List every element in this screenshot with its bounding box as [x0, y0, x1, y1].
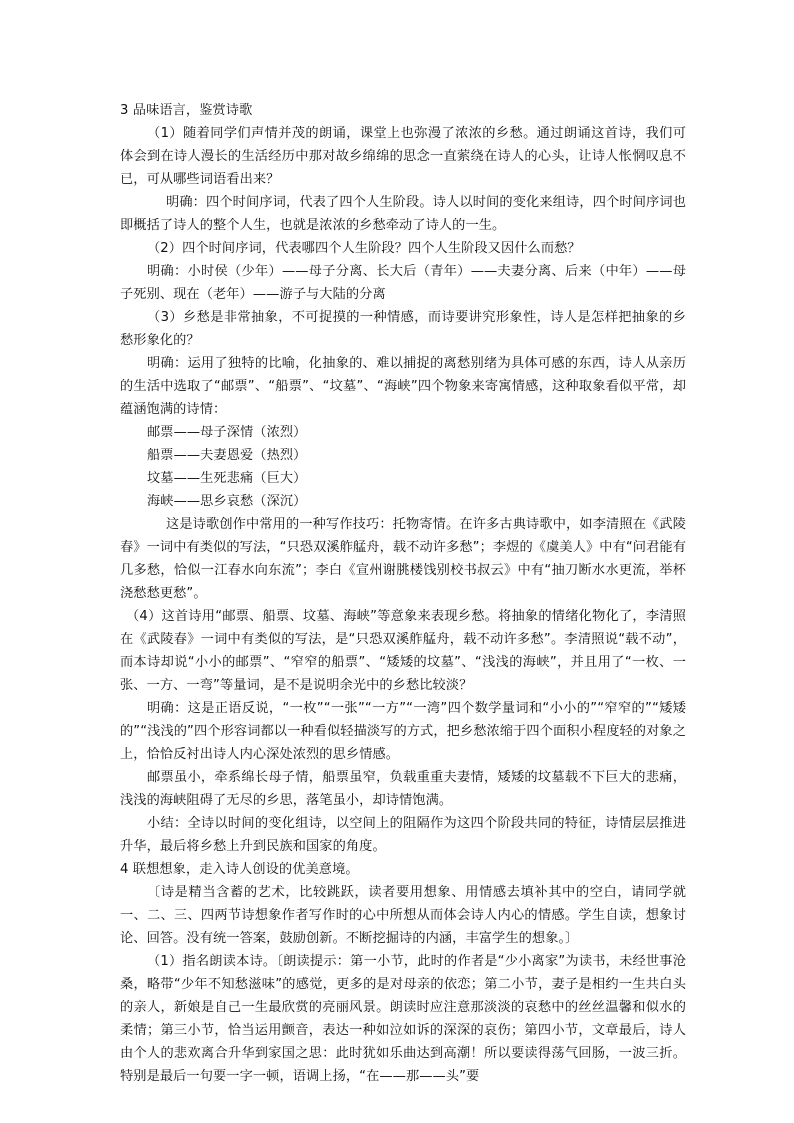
- list-item: 海峡——思乡哀愁（深沉）: [147, 494, 307, 509]
- paragraph: 明确：小时侯（少年）——母子分离、长大后（青年）——夫妻分离、后来（中年）——母子死别、现在（老年）——游子与大陆的分离: [120, 264, 686, 302]
- paragraph: 〔诗是精当含蓄的艺术，比较跳跃，读者要用想象、用情感去填补其中的空白，请同学就一、二、三、四两节诗想象作者写作时的心中所想从而体会诗人内心的情感。学生自读，想象讨论、回答。没有统一答案，鼓励创新。不断挖掘诗的内涵，丰富学生的想象。〕: [120, 885, 686, 946]
- paragraph: （4）这首诗用“邮票、船票、坟墓、海峡”等意象来表现乡愁。将抽象的情绪化物化了，李清照在《武陵春》一词中有类似的写法，是“只恐双溪舴艋舟，载不动许多愁”。李清照说“载不动”，而本诗却说“小小的邮票”、“窄窄的船票”、“矮矮的坟墓”、“浅浅的海峡”，并且用了“一枚、一张、一方、一弯”等量词，是不是说明余光中的乡愁比较淡？: [120, 609, 686, 693]
- document-body: [120, 99, 686, 1088]
- paragraph: 明确：这是正语反说，“一枚”“一张”“一方”“一湾”四个数学量词和“小小的”“窄窄的”“矮矮的”“浅浅的”四个形容词都以一种看似轻描淡写的方式，把乡愁浓缩于四个面积小程度轻的对象之上，恰恰反衬出诗人内心深处浓烈的思乡情感。: [120, 701, 686, 762]
- paragraph: 明确：运用了独特的比喻，化抽象的、难以捕捉的离愁别绪为具体可感的东西，诗人从亲历的生活中选取了“邮票”、“船票”、“坟墓”、“海峡”四个物象来寄寓情感，这种取象看似平常，却蕴涵饱满的诗情：: [120, 356, 686, 417]
- paragraph: 小结：全诗以时间的变化组诗，以空间上的阻隔作为这四个阶段共同的特征，诗情层层推进升华，最后将乡愁上升到民族和国家的角度。: [120, 816, 686, 854]
- list-item: 邮票——母子深情（浓烈）: [147, 425, 307, 440]
- paragraph: （2）四个时间序词，代表哪四个人生阶段？四个人生阶段又因什么而愁？: [147, 241, 581, 256]
- section-heading: 3 品味语言，鉴赏诗歌: [120, 103, 253, 118]
- paragraph: 这是诗歌创作中常用的一种写作技巧：托物寄情。在许多古典诗歌中，如李清照在《武陵春》一词中有类似的写法，“只恐双溪舴艋舟，载不动许多愁”；李煜的《虞美人》中有“问君能有几多愁，恰似一江春水向东流”；李白《宣州谢朓楼饯别校书叔云》中有“抽刀断水水更流，举杯浇愁愁更愁”。: [120, 517, 686, 601]
- list-item: 船票——夫妻恩爱（热烈）: [147, 448, 307, 463]
- paragraph: 邮票虽小，牵系绵长母子情，船票虽窄，负载重重夫妻情，矮矮的坟墓载不下巨大的悲痛，浅浅的海峡阻碍了无尽的乡思，落笔虽小，却诗情饱满。: [120, 770, 686, 808]
- paragraph: （1）指名朗读本诗。〔朗读提示：第一小节，此时的作者是“少小离家”为读书，未经世事沧桑，略带“少年不知愁滋味”的感觉，更多的是对母亲的依恋；第二小节，妻子是相约一生共白头的亲人，新娘是自己一生最欣赏的亮丽风景。朗读时应注意那淡淡的哀愁中的丝丝温馨和似水的柔情；第三小节，恰当运用颤音，表达一种如泣如诉的深深的哀伤；第四小节，文章最后，诗人由个人的悲欢离合升华到家国之思：此时犹如乐曲达到高潮！所以要读得荡气回肠，一波三折。特别是最后一句要一字一顿，语调上扬，“在——那——头”要: [120, 954, 686, 1084]
- list-item: 坟墓——生死悲痛（巨大）: [147, 471, 307, 486]
- paragraph: （3）乡愁是非常抽象，不可捉摸的一种情感，而诗要讲究形象性，诗人是怎样把抽象的乡愁形象化的？: [120, 310, 686, 348]
- section-heading: 4 联想想象，走入诗人创设的优美意境。: [120, 862, 359, 877]
- paragraph: （1）随着同学们声情并茂的朗诵，课堂上也弥漫了浓浓的乡愁。通过朗诵这首诗，我们可体会到在诗人漫长的生活经历中那对故乡绵绵的思念一直萦绕在诗人的心头，让诗人怅惘叹息不已，可从哪些词语看出来？: [120, 126, 686, 187]
- paragraph: 明确：四个时间序词，代表了四个人生阶段。诗人以时间的变化来组诗，四个时间序词也即概括了诗人的整个人生，也就是浓浓的乡愁牵动了诗人的一生。: [120, 195, 686, 233]
